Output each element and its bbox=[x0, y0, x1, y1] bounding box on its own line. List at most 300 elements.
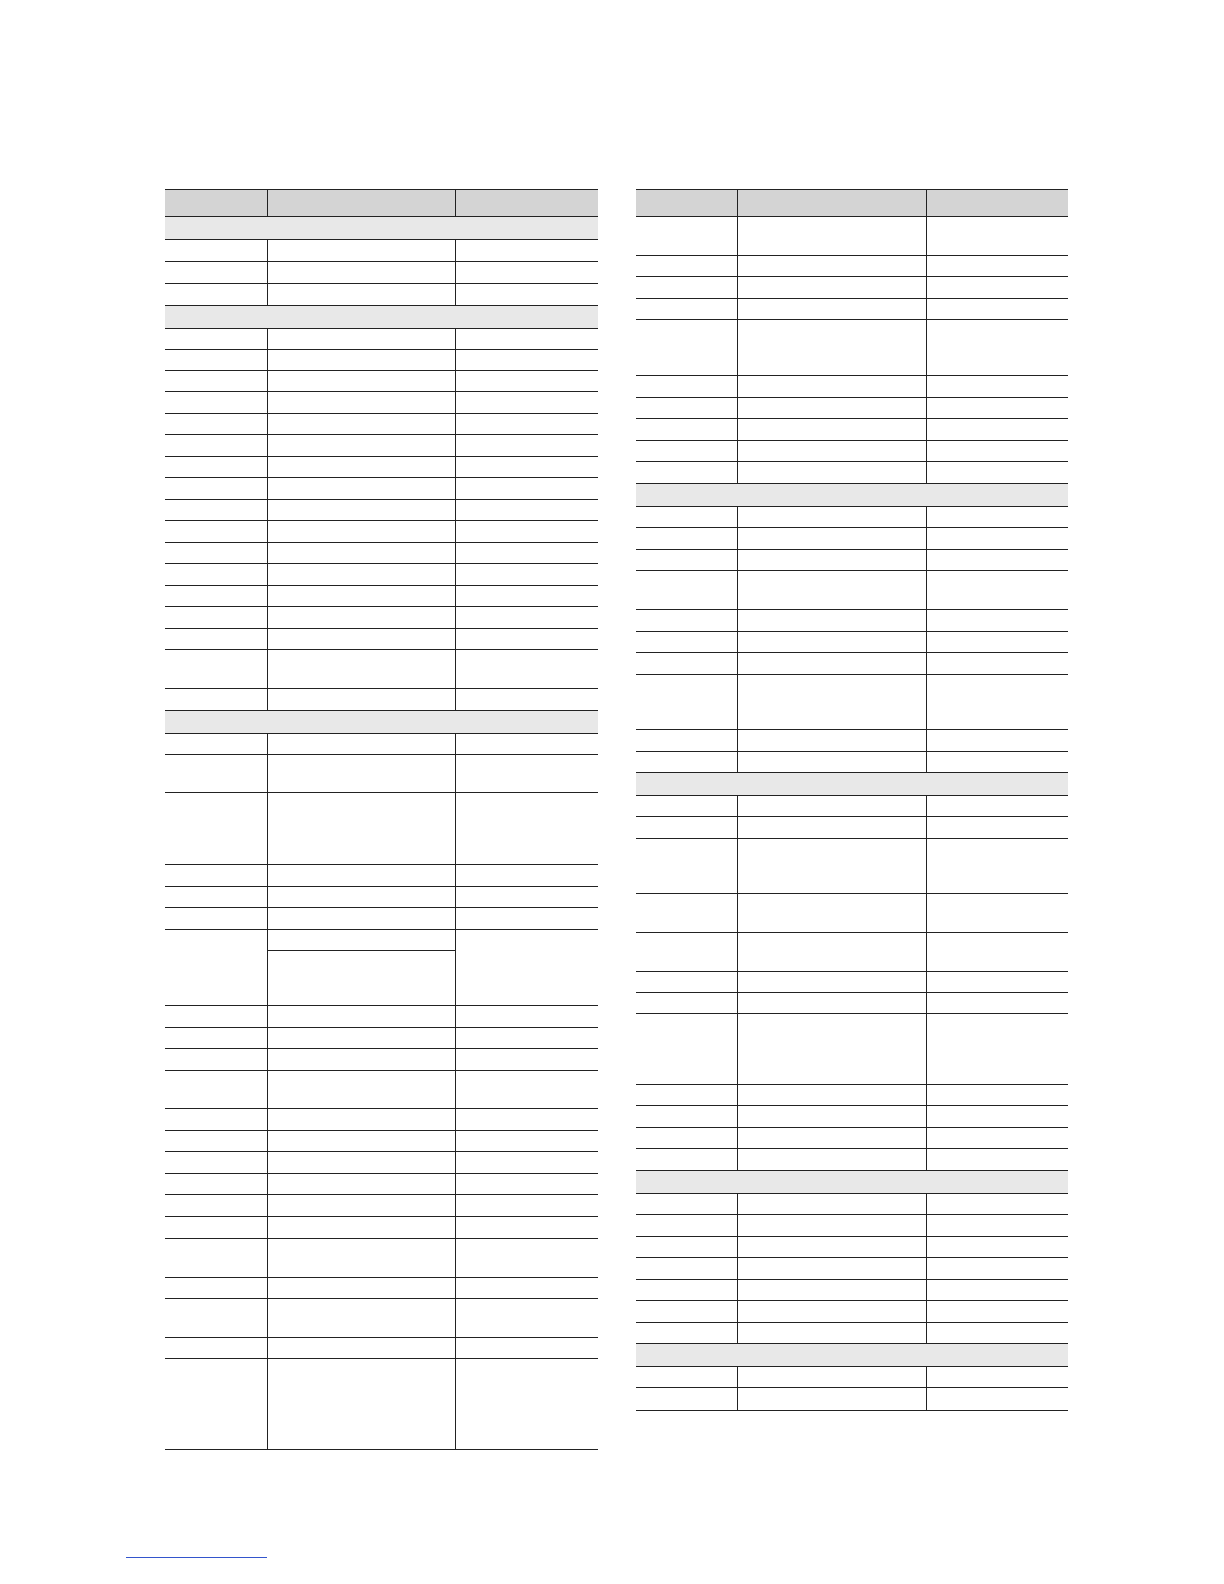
table-cell bbox=[456, 755, 598, 793]
table-cell bbox=[268, 1071, 456, 1109]
table-cell bbox=[738, 1194, 927, 1215]
table-row bbox=[636, 1194, 1068, 1215]
table-cell bbox=[456, 1299, 598, 1338]
table-cell bbox=[636, 632, 738, 653]
table-row bbox=[636, 419, 1068, 441]
table-header-row bbox=[165, 189, 598, 217]
table-row bbox=[165, 1109, 598, 1131]
table-cell bbox=[268, 240, 456, 262]
table-cell bbox=[738, 1215, 927, 1237]
table-cell bbox=[165, 478, 268, 500]
table-cell bbox=[738, 299, 927, 320]
table-cell bbox=[927, 752, 1068, 773]
table-cell bbox=[738, 462, 927, 484]
table-cell bbox=[636, 1106, 738, 1128]
table-cell bbox=[268, 392, 456, 414]
table-cell bbox=[165, 865, 268, 887]
table-cell bbox=[456, 586, 598, 607]
table-row bbox=[165, 689, 598, 711]
table-cell bbox=[268, 1109, 456, 1131]
table-cell bbox=[165, 607, 268, 629]
table-cell bbox=[927, 1085, 1068, 1106]
table-cell bbox=[927, 1280, 1068, 1301]
table-row bbox=[165, 865, 598, 887]
table-cell bbox=[927, 528, 1068, 550]
table-cell bbox=[456, 650, 598, 689]
table-cell bbox=[636, 1194, 738, 1215]
table-cell bbox=[927, 376, 1068, 398]
table-cell bbox=[738, 441, 927, 462]
table-cell bbox=[738, 256, 927, 277]
table-cell bbox=[927, 730, 1068, 752]
table-row bbox=[636, 1237, 1068, 1258]
table-cell bbox=[165, 755, 268, 793]
table-row bbox=[636, 1258, 1068, 1280]
table-cell bbox=[636, 653, 738, 675]
table-cell bbox=[456, 793, 598, 865]
header-col-2 bbox=[738, 189, 927, 217]
table-row bbox=[636, 1085, 1068, 1106]
table-row bbox=[165, 1217, 598, 1239]
table-cell bbox=[636, 462, 738, 484]
table-cell bbox=[456, 607, 598, 629]
table-row bbox=[165, 1006, 598, 1028]
table-row bbox=[636, 675, 1068, 730]
table-cell bbox=[738, 376, 927, 398]
table-row bbox=[636, 796, 1068, 817]
table-cell bbox=[165, 457, 268, 478]
table-row bbox=[636, 817, 1068, 839]
table-row bbox=[636, 894, 1068, 933]
table-cell bbox=[927, 299, 1068, 320]
table-cell bbox=[927, 217, 1068, 256]
table-cell bbox=[268, 284, 456, 306]
table-row bbox=[165, 1359, 598, 1449]
table-cell bbox=[738, 1367, 927, 1388]
header-col-1 bbox=[636, 189, 738, 217]
table-cell bbox=[268, 350, 456, 371]
table-cell bbox=[636, 299, 738, 320]
table-cell bbox=[165, 350, 268, 371]
table-cell bbox=[268, 478, 456, 500]
table-row bbox=[165, 887, 598, 908]
table-cell bbox=[456, 457, 598, 478]
table-cell bbox=[636, 1388, 738, 1410]
table-row bbox=[165, 564, 598, 586]
table-cell bbox=[456, 1109, 598, 1131]
table-header-row bbox=[636, 189, 1068, 217]
table-row bbox=[636, 1280, 1068, 1301]
table-cell bbox=[268, 1278, 456, 1299]
table-cell bbox=[456, 689, 598, 711]
table-cell bbox=[738, 1128, 927, 1149]
table-row bbox=[636, 398, 1068, 419]
table-cell bbox=[165, 629, 268, 650]
table-cell bbox=[268, 1359, 456, 1449]
table-cell bbox=[927, 1367, 1068, 1388]
table-row-merged bbox=[165, 930, 598, 1006]
table-row bbox=[636, 1367, 1068, 1388]
table-row bbox=[636, 752, 1068, 773]
table-cell bbox=[738, 277, 927, 299]
table-cell bbox=[636, 894, 738, 933]
table-cell bbox=[165, 1131, 268, 1152]
header-col-2 bbox=[268, 189, 456, 217]
table-cell bbox=[456, 392, 598, 414]
table-cell bbox=[636, 277, 738, 299]
table-cell bbox=[636, 1367, 738, 1388]
table-row bbox=[165, 1131, 598, 1152]
table-cell bbox=[268, 1049, 456, 1071]
table-cell bbox=[927, 507, 1068, 528]
table-cell bbox=[165, 734, 268, 755]
table-cell bbox=[927, 610, 1068, 632]
table-cell bbox=[456, 734, 598, 755]
table-cell bbox=[738, 839, 927, 894]
table-row bbox=[636, 632, 1068, 653]
table-cell bbox=[636, 320, 738, 376]
table-cell bbox=[165, 240, 268, 262]
table-cell bbox=[738, 1014, 927, 1085]
table-cell bbox=[456, 262, 598, 284]
table-row bbox=[165, 329, 598, 350]
table-cell bbox=[927, 462, 1068, 484]
table-cell bbox=[165, 1006, 268, 1028]
section-header-row bbox=[165, 217, 598, 240]
table-row bbox=[165, 1028, 598, 1049]
table-cell bbox=[165, 1338, 268, 1359]
table-row bbox=[636, 730, 1068, 752]
table-row bbox=[636, 256, 1068, 277]
header-col-1 bbox=[165, 189, 268, 217]
table-cell bbox=[927, 972, 1068, 993]
table-cell bbox=[268, 329, 456, 350]
table-cell bbox=[456, 1195, 598, 1217]
table-cell bbox=[927, 571, 1068, 610]
table-cell bbox=[268, 414, 456, 435]
table-cell bbox=[927, 653, 1068, 675]
table-cell bbox=[636, 441, 738, 462]
table-cell bbox=[927, 419, 1068, 441]
table-cell bbox=[165, 1049, 268, 1071]
table-cell bbox=[636, 1301, 738, 1323]
table-cell bbox=[927, 1215, 1068, 1237]
table-cell bbox=[456, 1131, 598, 1152]
table-cell bbox=[165, 1195, 268, 1217]
table-cell bbox=[165, 1071, 268, 1109]
table-cell bbox=[738, 653, 927, 675]
table-cell bbox=[268, 930, 456, 951]
table-cell bbox=[456, 500, 598, 521]
table-row bbox=[636, 610, 1068, 632]
table-row bbox=[165, 629, 598, 650]
table-cell bbox=[636, 507, 738, 528]
table-cell bbox=[636, 217, 738, 256]
table-cell bbox=[165, 1359, 268, 1449]
header-col-3 bbox=[927, 189, 1068, 217]
table-cell bbox=[268, 908, 456, 930]
table-row bbox=[165, 1174, 598, 1195]
table-row bbox=[636, 1106, 1068, 1128]
table-row bbox=[165, 650, 598, 689]
table-cell bbox=[738, 571, 927, 610]
table-cell bbox=[738, 1237, 927, 1258]
table-cell bbox=[456, 887, 598, 908]
table-cell bbox=[636, 993, 738, 1014]
table-cell bbox=[456, 930, 598, 1006]
table-row bbox=[165, 457, 598, 478]
section-header-row bbox=[165, 711, 598, 734]
table-cell bbox=[927, 839, 1068, 894]
table-cell bbox=[738, 752, 927, 773]
table-row bbox=[636, 507, 1068, 528]
table-cell bbox=[738, 320, 927, 376]
table-cell bbox=[268, 1006, 456, 1028]
table-row bbox=[636, 653, 1068, 675]
table-cell bbox=[927, 256, 1068, 277]
table-cell bbox=[636, 1128, 738, 1149]
table-cell bbox=[456, 865, 598, 887]
table-row bbox=[165, 734, 598, 755]
table-row bbox=[165, 1071, 598, 1109]
table-cell bbox=[738, 933, 927, 972]
table-cell bbox=[738, 894, 927, 933]
table-cell bbox=[927, 796, 1068, 817]
table-cell bbox=[927, 675, 1068, 730]
table-cell bbox=[636, 1085, 738, 1106]
table-row bbox=[165, 1239, 598, 1278]
table-row bbox=[165, 500, 598, 521]
table-cell bbox=[927, 1301, 1068, 1323]
table-cell bbox=[927, 1388, 1068, 1410]
table-cell bbox=[636, 528, 738, 550]
table-cell bbox=[636, 1258, 738, 1280]
table-cell bbox=[456, 1217, 598, 1239]
table-cell bbox=[165, 564, 268, 586]
table-row bbox=[165, 284, 598, 306]
table-cell bbox=[456, 1174, 598, 1195]
table-row bbox=[165, 908, 598, 930]
table-row bbox=[636, 299, 1068, 320]
left-table bbox=[165, 189, 598, 1450]
table-cell bbox=[738, 1388, 927, 1410]
table-row bbox=[636, 839, 1068, 894]
table-cell bbox=[636, 1280, 738, 1301]
table-cell bbox=[268, 650, 456, 689]
table-cell bbox=[636, 376, 738, 398]
table-cell bbox=[268, 435, 456, 457]
table-cell bbox=[456, 564, 598, 586]
table-row bbox=[165, 1049, 598, 1071]
table-cell bbox=[738, 993, 927, 1014]
table-row bbox=[165, 435, 598, 457]
table-cell bbox=[927, 993, 1068, 1014]
table-cell bbox=[927, 441, 1068, 462]
table-cell bbox=[165, 689, 268, 711]
table-cell bbox=[456, 1152, 598, 1174]
table-cell bbox=[268, 607, 456, 629]
table-cell bbox=[456, 240, 598, 262]
table-cell bbox=[268, 629, 456, 650]
table-row bbox=[636, 1014, 1068, 1085]
table-cell bbox=[738, 1280, 927, 1301]
table-cell bbox=[738, 528, 927, 550]
table-cell bbox=[165, 414, 268, 435]
table-cell bbox=[636, 398, 738, 419]
table-row bbox=[165, 607, 598, 629]
table-cell bbox=[636, 730, 738, 752]
table-cell bbox=[268, 1239, 456, 1278]
table-cell bbox=[927, 632, 1068, 653]
table-cell bbox=[165, 908, 268, 930]
table-cell bbox=[268, 734, 456, 755]
header-col-3 bbox=[456, 189, 598, 217]
table-cell bbox=[456, 1359, 598, 1449]
table-cell bbox=[636, 256, 738, 277]
table-row bbox=[636, 376, 1068, 398]
table-cell bbox=[927, 1258, 1068, 1280]
section-header-row bbox=[636, 773, 1068, 796]
table-cell bbox=[268, 564, 456, 586]
table-cell bbox=[636, 571, 738, 610]
table-cell bbox=[636, 610, 738, 632]
table-cell bbox=[738, 1258, 927, 1280]
table-cell bbox=[456, 543, 598, 564]
table-cell bbox=[456, 1239, 598, 1278]
table-cell bbox=[268, 1028, 456, 1049]
table-row bbox=[636, 462, 1068, 484]
table-cell bbox=[165, 1028, 268, 1049]
table-cell bbox=[456, 1278, 598, 1299]
table-cell bbox=[738, 610, 927, 632]
table-row bbox=[165, 543, 598, 564]
table-cell bbox=[165, 262, 268, 284]
table-cell bbox=[165, 887, 268, 908]
table-cell bbox=[927, 550, 1068, 571]
table-cell bbox=[268, 865, 456, 887]
table-cell bbox=[456, 414, 598, 435]
table-cell bbox=[165, 1278, 268, 1299]
table-row bbox=[636, 571, 1068, 610]
table-cell bbox=[927, 320, 1068, 376]
table-cell bbox=[636, 675, 738, 730]
table-cell bbox=[456, 284, 598, 306]
table-cell bbox=[927, 1014, 1068, 1085]
table-row bbox=[165, 1152, 598, 1174]
table-row bbox=[636, 1149, 1068, 1171]
table-cell bbox=[927, 1149, 1068, 1171]
table-cell bbox=[738, 507, 927, 528]
table-row bbox=[636, 993, 1068, 1014]
table-row bbox=[636, 277, 1068, 299]
table-cell bbox=[636, 1149, 738, 1171]
table-cell bbox=[165, 586, 268, 607]
table-row bbox=[636, 1388, 1068, 1410]
table-row bbox=[636, 528, 1068, 550]
table-row bbox=[165, 478, 598, 500]
table-cell bbox=[738, 796, 927, 817]
table-cell bbox=[165, 521, 268, 543]
table-cell bbox=[927, 1323, 1068, 1344]
table-cell bbox=[165, 543, 268, 564]
table-cell bbox=[927, 1237, 1068, 1258]
table-cell bbox=[456, 329, 598, 350]
table-row bbox=[636, 1215, 1068, 1237]
table-row bbox=[165, 793, 598, 865]
table-cell bbox=[456, 908, 598, 930]
section-header-row bbox=[636, 1344, 1068, 1367]
table-cell bbox=[165, 793, 268, 865]
table-cell bbox=[268, 1131, 456, 1152]
table-row bbox=[165, 262, 598, 284]
table-cell bbox=[268, 1195, 456, 1217]
table-cell bbox=[927, 1128, 1068, 1149]
table-cell bbox=[165, 435, 268, 457]
table-row bbox=[636, 1128, 1068, 1149]
table-cell bbox=[636, 817, 738, 839]
table-cell bbox=[456, 1338, 598, 1359]
table-cell bbox=[165, 1217, 268, 1239]
table-cell bbox=[456, 1006, 598, 1028]
table-cell bbox=[738, 1106, 927, 1128]
table-cell bbox=[927, 933, 1068, 972]
table-cell bbox=[927, 277, 1068, 299]
table-row bbox=[636, 550, 1068, 571]
table-cell bbox=[738, 632, 927, 653]
table-cell bbox=[268, 1217, 456, 1239]
table-cell bbox=[456, 478, 598, 500]
table-cell bbox=[738, 398, 927, 419]
table-cell bbox=[738, 1323, 927, 1344]
table-cell bbox=[636, 1215, 738, 1237]
section-header-row bbox=[636, 1171, 1068, 1194]
table-cell bbox=[927, 817, 1068, 839]
table-row bbox=[165, 1195, 598, 1217]
table-cell bbox=[927, 1194, 1068, 1215]
table-cell bbox=[165, 392, 268, 414]
table-cell bbox=[165, 371, 268, 392]
table-cell bbox=[636, 752, 738, 773]
table-cell bbox=[738, 1149, 927, 1171]
section-header-row bbox=[165, 306, 598, 329]
footnote-rule bbox=[126, 1557, 267, 1558]
table-row bbox=[165, 1278, 598, 1299]
table-cell bbox=[456, 350, 598, 371]
table-cell bbox=[738, 1301, 927, 1323]
table-cell bbox=[738, 419, 927, 441]
table-cell bbox=[738, 1085, 927, 1106]
table-cell bbox=[456, 1071, 598, 1109]
table-row bbox=[636, 1323, 1068, 1344]
table-row bbox=[636, 320, 1068, 376]
table-cell bbox=[636, 933, 738, 972]
table-cell bbox=[456, 435, 598, 457]
table-row bbox=[165, 1338, 598, 1359]
table-row bbox=[165, 755, 598, 793]
table-cell bbox=[268, 1152, 456, 1174]
table-cell bbox=[636, 550, 738, 571]
table-cell bbox=[456, 371, 598, 392]
table-cell bbox=[165, 500, 268, 521]
table-row bbox=[636, 972, 1068, 993]
table-cell bbox=[456, 629, 598, 650]
table-cell bbox=[268, 521, 456, 543]
table-cell bbox=[927, 398, 1068, 419]
table-row bbox=[165, 1299, 598, 1338]
table-row bbox=[636, 217, 1068, 256]
table-cell bbox=[268, 1299, 456, 1338]
table-cell bbox=[165, 930, 268, 1006]
